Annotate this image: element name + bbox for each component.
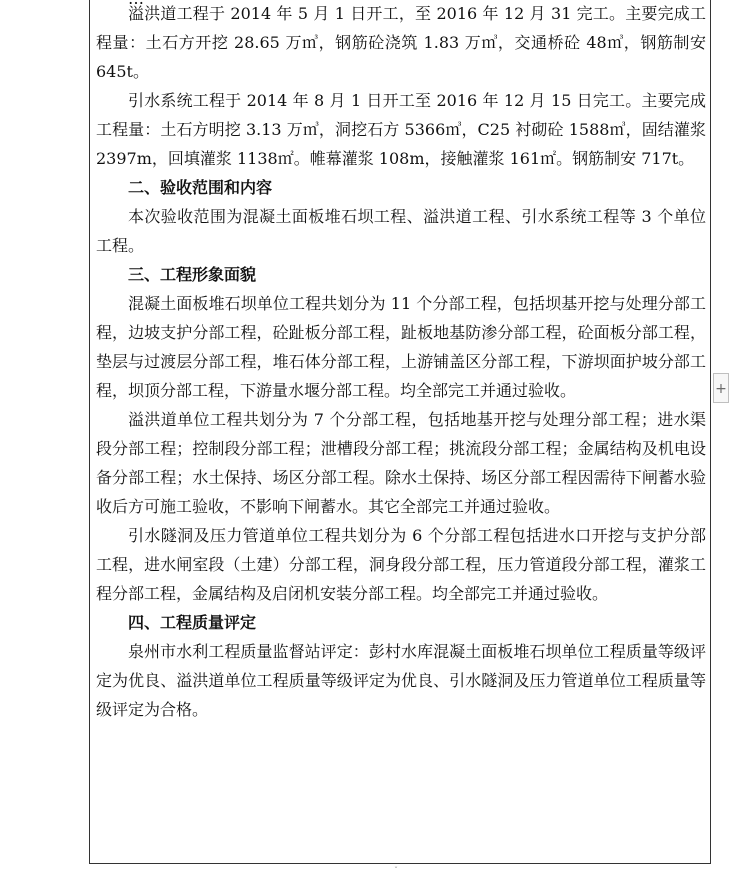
paragraph-diversion: 引水系统工程于 2014 年 8 月 1 日开工至 2016 年 12 月 15 日完工。主要完成工程量：土石方明挖 3.13 万㎥，洞挖石方 5366㎥，C25 衬砌砼 1588㎥，固结灌浆 2397m，回填灌浆 1138㎡。帷幕灌浆 108m，接触灌浆 161㎡。钢筋制安 717t。 xyxy=(96,91,706,168)
expand-tab-button[interactable]: + xyxy=(713,373,729,403)
footer-mark: ˇ xyxy=(394,866,398,875)
paragraph-quality: 泉州市水利工程质量监督站评定：彭村水库混凝土面板堆石坝单位工程质量等级评定为优良、溢洪道单位工程质量等级评定为优良、引水隧洞及压力管道单位工程质量等级评定为合格。 xyxy=(96,642,706,719)
paragraph-spillway-units: 溢洪道单位工程共划分为 7 个分部工程，包括地基开挖与处理分部工程；进水渠段分部工程；控制段分部工程；泄槽段分部工程；挑流段分部工程；金属结构及机电设备分部工程；水土保持、场区分部工程。除水土保持、场区分部工程因需待下闸蓄水验收后方可施工验收，不影响下闸蓄水。其它全部完工并通过验收。 xyxy=(96,410,706,516)
paragraph-spillway: 溢洪道工程于 2014 年 5 月 1 日开工，至 2016 年 12 月 31 完工。主要完成工程量：土石方开挖 28.65 万㎥，钢筋砼浇筑 1.83 万㎥，交通桥砼 48㎥，钢筋制安 645t。 xyxy=(96,4,706,81)
heading-quality-assessment: 四、工程质量评定 xyxy=(128,613,257,632)
paragraph-tunnel-units: 引水隧洞及压力管道单位工程共划分为 6 个分部工程包括进水口开挖与支护分部工程，进水闸室段（土建）分部工程，洞身段分部工程，压力管道段分部工程，灌浆工程分部工程，金属结构及启闭机安装分部工程。均全部完工并通过验收。 xyxy=(96,526,706,603)
paragraph-scope: 本次验收范围为混凝土面板堆石坝工程、溢洪道工程、引水系统工程等 3 个单位工程。 xyxy=(96,207,706,255)
paragraph-dam: 混凝土面板堆石坝单位工程共划分为 11 个分部工程，包括坝基开挖与处理分部工程，边坡支护分部工程，砼趾板分部工程，趾板地基防渗分部工程，砼面板分部工程，垫层与过渡层分部工程，堆石体分部工程，上游铺盖区分部工程，下游坝面护坡分部工程，坝顶分部工程，下游量水堰分部工程。均全部完工并通过验收。 xyxy=(96,294,706,400)
heading-project-status: 三、工程形象面貌 xyxy=(128,265,257,284)
document-body xyxy=(96,0,706,724)
heading-acceptance-scope: 二、验收范围和内容 xyxy=(128,178,273,197)
